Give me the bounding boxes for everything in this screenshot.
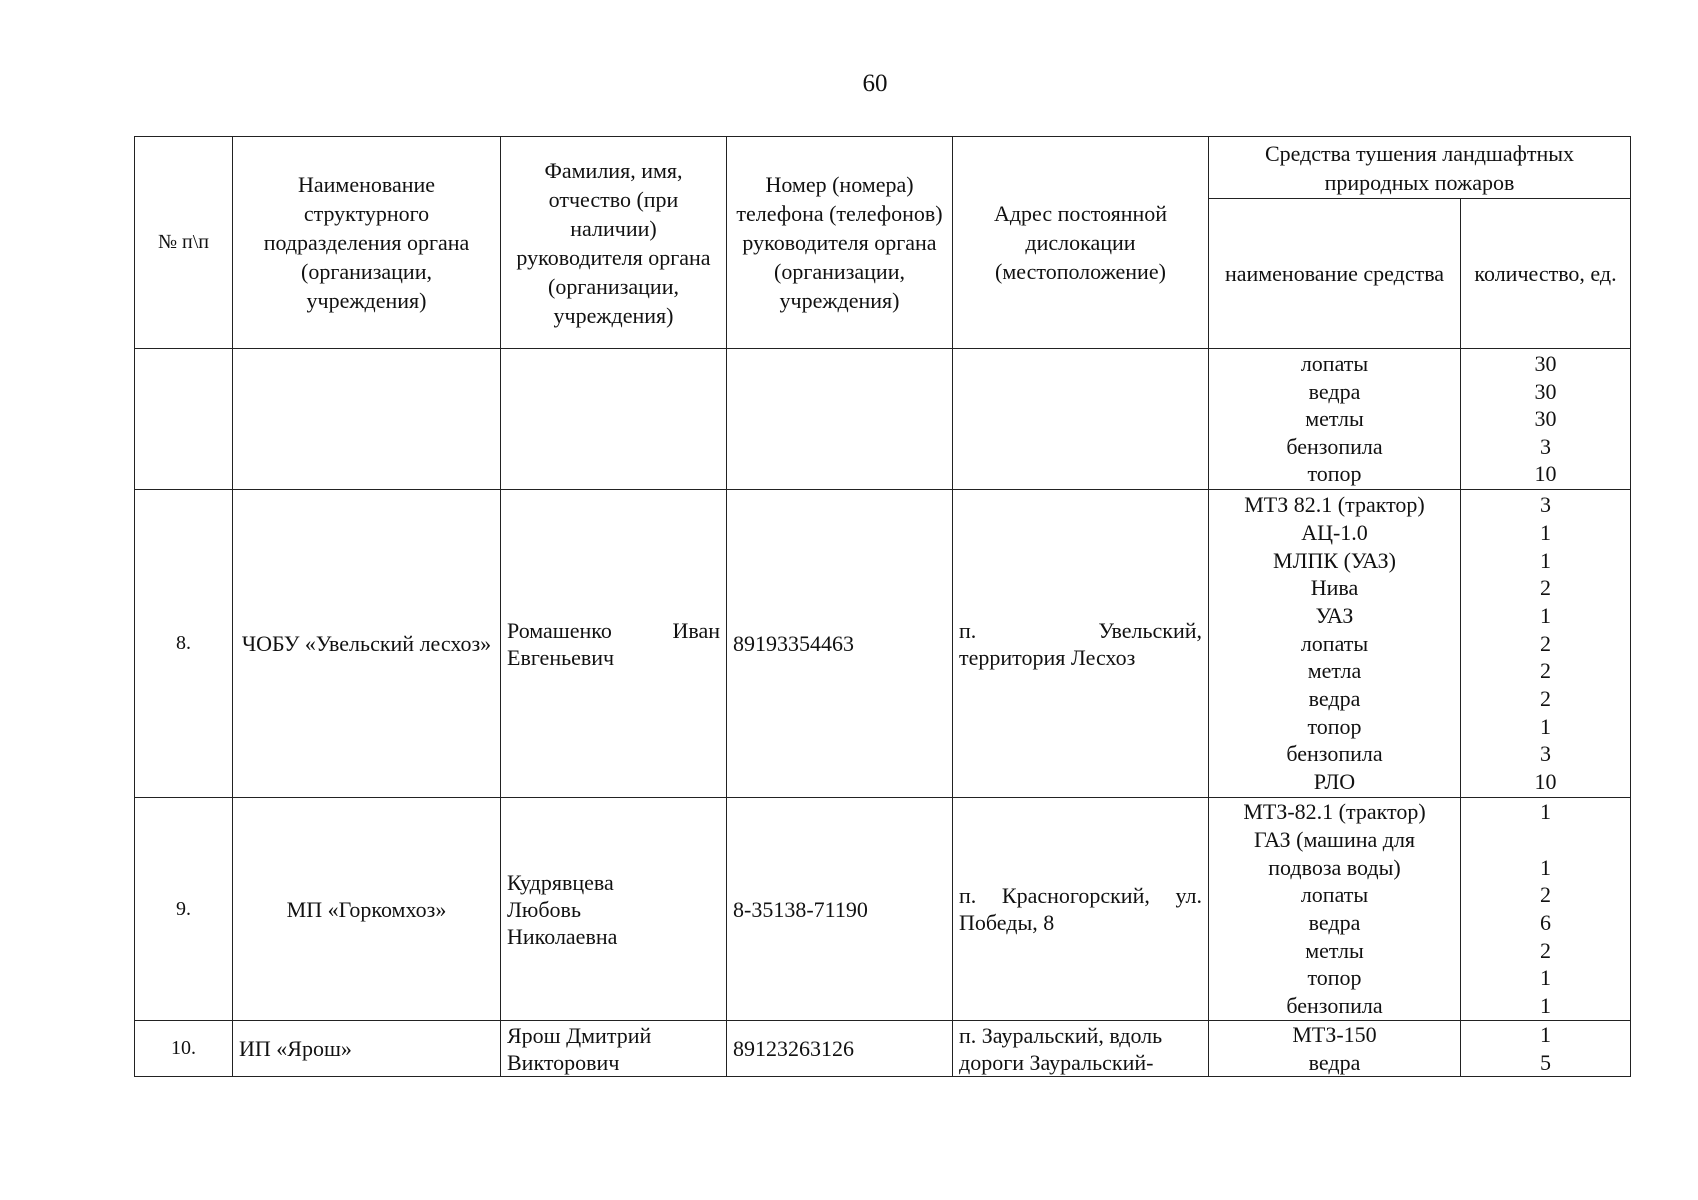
item-qty: 30 bbox=[1534, 406, 1557, 432]
item-name: топор bbox=[1307, 965, 1362, 991]
item-qty: 1 bbox=[1540, 1022, 1551, 1047]
item-qty: 1 bbox=[1540, 602, 1551, 628]
header-head-name: Фамилия, имя, отчество (при наличии) руководителя органа (организации, учреждения) bbox=[501, 137, 727, 349]
head-line: Николаевна bbox=[507, 923, 618, 949]
header-address: Адрес постоянной дислокации (местоположение) bbox=[953, 137, 1209, 349]
head-firstname: Иван bbox=[672, 617, 720, 643]
item-qty bbox=[1467, 826, 1624, 854]
item-qty: 30 bbox=[1534, 351, 1557, 377]
row-items bbox=[1209, 349, 1461, 490]
item-qty: 6 bbox=[1540, 910, 1551, 935]
row-address bbox=[953, 349, 1209, 490]
row-address bbox=[953, 1021, 1209, 1077]
item-name: РЛО bbox=[1313, 769, 1356, 795]
item-name: лопаты bbox=[1300, 351, 1369, 377]
row-address: п. Красногорский, ул. Победы, 8 bbox=[953, 798, 1209, 1021]
page-number: 60 bbox=[862, 70, 888, 97]
row-phone bbox=[727, 349, 953, 490]
row-head bbox=[501, 490, 727, 798]
item-name: лопаты bbox=[1300, 882, 1369, 908]
item-qty: 1 bbox=[1540, 854, 1551, 880]
item-name: метла bbox=[1307, 658, 1362, 684]
item-qty: 3 bbox=[1540, 433, 1551, 459]
item-qty: 3 bbox=[1540, 492, 1551, 518]
item-qty: 2 bbox=[1540, 882, 1551, 908]
item-name: ведра bbox=[1308, 1049, 1361, 1075]
row-num bbox=[135, 349, 233, 490]
row-items bbox=[1209, 1021, 1461, 1077]
item-name: Нива bbox=[1310, 575, 1359, 601]
row-address bbox=[953, 490, 1209, 798]
row-num: 8. bbox=[135, 490, 233, 798]
item-qty: 2 bbox=[1540, 686, 1551, 712]
item-name: МТЗ-82.1 (трактор) bbox=[1243, 799, 1426, 825]
row-org bbox=[233, 349, 501, 490]
item-name: лопаты bbox=[1300, 630, 1369, 656]
row-head bbox=[501, 1021, 727, 1077]
header-org-name: Наименование структурного подразделения органа (организации, учреждения) bbox=[233, 137, 501, 349]
item-name: ведра bbox=[1308, 378, 1361, 404]
head-line: Любовь bbox=[507, 896, 581, 922]
row-org: МП «Горкомхоз» bbox=[233, 798, 501, 1021]
item-name: АЦ-1.0 bbox=[1301, 519, 1368, 545]
header-means-name: наименование средства bbox=[1209, 199, 1461, 349]
address-part: Увельский, bbox=[1098, 617, 1202, 643]
item-name: метлы bbox=[1305, 406, 1364, 432]
item-qty: 30 bbox=[1534, 378, 1557, 404]
item-qty: 2 bbox=[1540, 575, 1551, 601]
row-phone: 8-35138-71190 bbox=[727, 798, 953, 1021]
item-name: ведра bbox=[1308, 686, 1361, 712]
head-surname: Ромашенко bbox=[507, 617, 612, 643]
item-qty: 1 bbox=[1540, 547, 1551, 573]
item-qty: 2 bbox=[1540, 937, 1551, 963]
table-row bbox=[135, 798, 1631, 1021]
item-qty: 1 bbox=[1540, 965, 1551, 991]
item-name: МТЗ 82.1 (трактор) bbox=[1244, 492, 1425, 518]
table-row bbox=[135, 1021, 1631, 1077]
row-num: 10. bbox=[135, 1021, 233, 1077]
address-line: дороги Зауральский- bbox=[959, 1049, 1154, 1075]
head-line: Ярош Дмитрий bbox=[507, 1022, 652, 1048]
row-num: 9. bbox=[135, 798, 233, 1021]
header-phone: Номер (номера) телефона (телефонов) руководителя органа (организации, учреждения) bbox=[727, 137, 953, 349]
address-part: п. bbox=[959, 617, 977, 643]
head-line: Викторович bbox=[507, 1049, 620, 1075]
item-qty: 10 bbox=[1534, 461, 1557, 487]
row-phone: 89193354463 bbox=[727, 490, 953, 798]
row-qty bbox=[1461, 1021, 1631, 1077]
item-name: ГАЗ (машина для bbox=[1253, 826, 1416, 852]
row-qty bbox=[1461, 490, 1631, 798]
head-patronymic: Евгеньевич bbox=[507, 644, 615, 670]
item-name: бензопила bbox=[1286, 741, 1383, 767]
item-name: топор bbox=[1307, 713, 1362, 739]
item-qty: 5 bbox=[1540, 1049, 1551, 1075]
row-qty bbox=[1461, 798, 1631, 1021]
item-qty: 1 bbox=[1540, 519, 1551, 545]
item-name: подвоза воды) bbox=[1268, 854, 1401, 880]
table-row bbox=[135, 490, 1631, 798]
item-qty: 1 bbox=[1540, 713, 1551, 739]
head-line: Кудрявцева bbox=[507, 869, 614, 895]
row-qty bbox=[1461, 349, 1631, 490]
fire-means-table bbox=[134, 136, 1631, 1077]
item-qty: 2 bbox=[1540, 658, 1551, 684]
item-name: ведра bbox=[1308, 910, 1361, 935]
header-means-group: Средства тушения ландшафтных природных пожаров bbox=[1209, 137, 1631, 199]
item-name: топор bbox=[1307, 461, 1362, 487]
table-row bbox=[135, 349, 1631, 490]
item-name: бензопила bbox=[1286, 433, 1383, 459]
item-qty: 2 bbox=[1540, 630, 1551, 656]
item-name: УАЗ bbox=[1315, 602, 1354, 628]
address-line: п. Зауральский, вдоль bbox=[959, 1022, 1163, 1048]
row-head bbox=[501, 349, 727, 490]
header-num: № п\п bbox=[135, 137, 233, 349]
row-phone: 89123263126 bbox=[727, 1021, 953, 1077]
item-qty: 3 bbox=[1540, 741, 1551, 767]
row-items bbox=[1209, 798, 1461, 1021]
item-name: бензопила bbox=[1286, 993, 1383, 1019]
header-means-qty: количество, ед. bbox=[1461, 199, 1631, 349]
address-part: территория Лесхоз bbox=[959, 644, 1136, 670]
item-name: метлы bbox=[1305, 937, 1364, 963]
row-org: ЧОБУ «Увельский лесхоз» bbox=[233, 490, 501, 798]
row-org: ИП «Ярош» bbox=[233, 1021, 501, 1077]
item-name: МТЗ-150 bbox=[1292, 1022, 1377, 1047]
row-head bbox=[501, 798, 727, 1021]
item-name: МЛПК (УАЗ) bbox=[1273, 547, 1396, 573]
item-qty: 10 bbox=[1534, 769, 1557, 795]
item-qty: 1 bbox=[1540, 993, 1551, 1019]
row-items bbox=[1209, 490, 1461, 798]
item-qty: 1 bbox=[1540, 799, 1551, 825]
